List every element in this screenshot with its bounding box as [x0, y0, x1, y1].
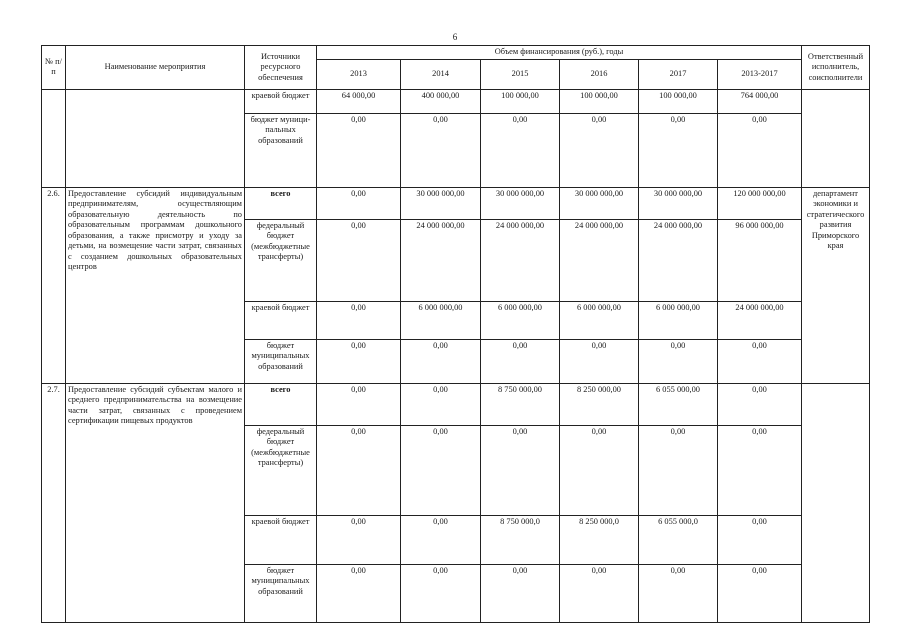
page-number: 6: [452, 32, 458, 42]
source-cell: всего: [245, 187, 317, 219]
value-cell: 0,00: [401, 383, 481, 425]
source-cell: федеральный бюджет (межбюджетные трансферты): [245, 219, 317, 301]
value-cell: 100 000,00: [481, 89, 560, 113]
value-cell: 0,00: [639, 564, 718, 622]
value-cell: 30 000 000,00: [639, 187, 718, 219]
source-cell: федеральный бюджет (межбюджетные трансферты): [245, 425, 317, 515]
value-cell: 6 000 000,00: [639, 301, 718, 339]
item-number: 2.7.: [42, 383, 66, 622]
carryover-name: [66, 89, 245, 187]
value-cell: 100 000,00: [639, 89, 718, 113]
source-cell: краевой бюджет: [245, 89, 317, 113]
value-cell: 0,00: [401, 515, 481, 564]
value-cell: 8 750 000,0: [481, 515, 560, 564]
item-name: Предоставление субсидий субъектам малого и среднего предпринимательства на возмещение части затрат, связанных с проведением сертификации пищевых продуктов: [66, 383, 245, 622]
value-cell: 0,00: [481, 339, 560, 383]
value-cell: 30 000 000,00: [560, 187, 639, 219]
value-cell: 8 750 000,00: [481, 383, 560, 425]
value-cell: 0,00: [401, 339, 481, 383]
value-cell: 6 000 000,00: [401, 301, 481, 339]
value-cell: 0,00: [317, 515, 401, 564]
value-cell: 0,00: [317, 113, 401, 187]
value-cell: 0,00: [317, 339, 401, 383]
value-cell: 6 000 000,00: [481, 301, 560, 339]
value-cell: 6 055 000,0: [639, 515, 718, 564]
value-cell: 0,00: [317, 187, 401, 219]
value-cell: 24 000 000,00: [560, 219, 639, 301]
value-cell: 400 000,00: [401, 89, 481, 113]
carryover-responsible: [802, 89, 870, 187]
value-cell: 24 000 000,00: [718, 301, 802, 339]
value-cell: 24 000 000,00: [639, 219, 718, 301]
source-cell: всего: [245, 383, 317, 425]
header-year: 2017: [639, 59, 718, 89]
value-cell: 0,00: [718, 564, 802, 622]
value-cell: 0,00: [317, 383, 401, 425]
value-cell: 0,00: [317, 301, 401, 339]
value-cell: 0,00: [560, 113, 639, 187]
value-cell: 0,00: [718, 113, 802, 187]
value-cell: 0,00: [317, 425, 401, 515]
header-funding: Объем финансирования (руб.), годы: [317, 46, 802, 60]
value-cell: 0,00: [481, 113, 560, 187]
value-cell: 0,00: [718, 425, 802, 515]
source-cell: бюджет муниципальных образований: [245, 564, 317, 622]
value-cell: 0,00: [560, 339, 639, 383]
value-cell: 0,00: [639, 339, 718, 383]
item-number: 2.6.: [42, 187, 66, 383]
header-year: 2013-2017: [718, 59, 802, 89]
value-cell: 0,00: [560, 564, 639, 622]
value-cell: 0,00: [401, 113, 481, 187]
source-cell: бюджет муниципальных образований: [245, 113, 317, 187]
item-responsible: [802, 383, 870, 622]
value-cell: 6 000 000,00: [560, 301, 639, 339]
value-cell: 0,00: [718, 515, 802, 564]
source-cell: бюджет муниципальных образований: [245, 339, 317, 383]
value-cell: 96 000 000,00: [718, 219, 802, 301]
header-no: № п/п: [42, 46, 66, 90]
item-name: Предоставление субсидий индивидуальным предпринимателям, осуществляющим образовательную деятельность по образовательным программам дошкольного образования, а также присмотру и уходу за детьми, на возмещение части затрат, связанных с созданием дошкольных образовательных центров: [66, 187, 245, 383]
value-cell: 24 000 000,00: [481, 219, 560, 301]
value-cell: 8 250 000,0: [560, 515, 639, 564]
value-cell: 764 000,00: [718, 89, 802, 113]
value-cell: 8 250 000,00: [560, 383, 639, 425]
source-cell: краевой бюджет: [245, 515, 317, 564]
value-cell: 0,00: [481, 425, 560, 515]
value-cell: 0,00: [401, 425, 481, 515]
value-cell: 0,00: [639, 425, 718, 515]
value-cell: 120 000 000,00: [718, 187, 802, 219]
item-responsible: департамент экономики и стратегического развития Приморского края: [802, 187, 870, 383]
value-cell: 64 000,00: [317, 89, 401, 113]
source-cell: краевой бюджет: [245, 301, 317, 339]
value-cell: 30 000 000,00: [401, 187, 481, 219]
header-year: 2015: [481, 59, 560, 89]
value-cell: 24 000 000,00: [401, 219, 481, 301]
value-cell: 0,00: [639, 113, 718, 187]
value-cell: 0,00: [718, 339, 802, 383]
funding-table: [41, 45, 870, 623]
value-cell: 0,00: [718, 383, 802, 425]
header-year: 2014: [401, 59, 481, 89]
header-name: Наименование мероприятия: [66, 46, 245, 90]
header-sources: Источники ресурсного обеспечения: [245, 46, 317, 90]
value-cell: 0,00: [401, 564, 481, 622]
header-year: 2013: [317, 59, 401, 89]
value-cell: 0,00: [317, 219, 401, 301]
header-year: 2016: [560, 59, 639, 89]
value-cell: 30 000 000,00: [481, 187, 560, 219]
value-cell: 6 055 000,00: [639, 383, 718, 425]
value-cell: 0,00: [481, 564, 560, 622]
carryover-no: [42, 89, 66, 187]
value-cell: 0,00: [560, 425, 639, 515]
value-cell: 100 000,00: [560, 89, 639, 113]
header-responsible: Ответственный исполнитель, соисполнители: [802, 46, 870, 90]
value-cell: 0,00: [317, 564, 401, 622]
